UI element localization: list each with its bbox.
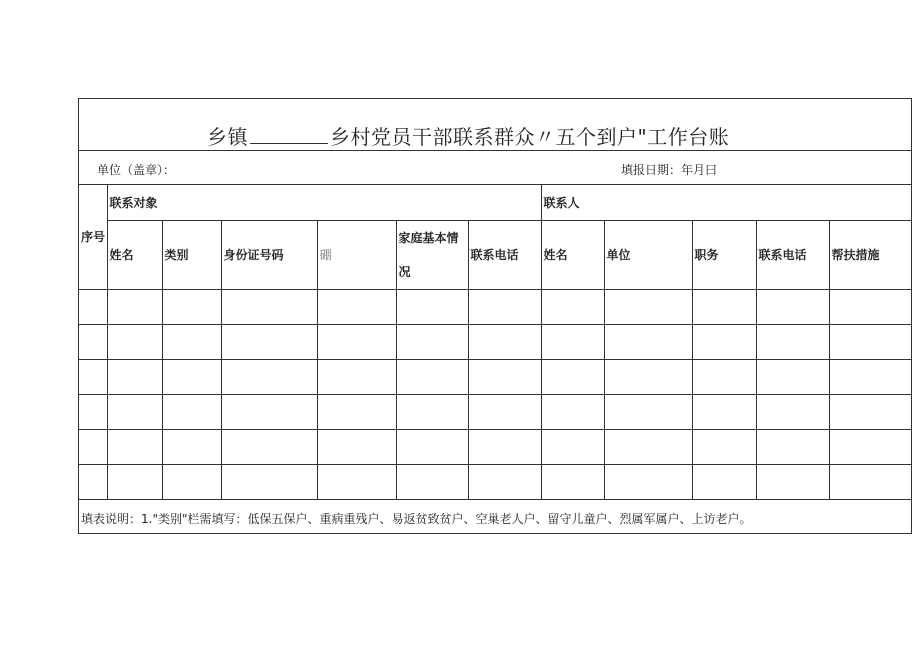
table-cell[interactable] xyxy=(604,429,692,464)
table-cell[interactable] xyxy=(468,394,541,429)
group-header-row xyxy=(79,185,912,220)
table-cell[interactable] xyxy=(604,324,692,359)
footer-row xyxy=(79,499,911,534)
table-cell[interactable] xyxy=(162,289,221,324)
table-cell[interactable] xyxy=(162,324,221,359)
table-cell[interactable] xyxy=(79,324,107,359)
table-cell[interactable] xyxy=(468,429,541,464)
table-cell[interactable] xyxy=(604,359,692,394)
table-cell[interactable] xyxy=(396,464,468,499)
unit-seal-label: 单位（盖章）： xyxy=(97,163,176,177)
person-phone-header: 联系电话 xyxy=(756,220,829,289)
page-title xyxy=(207,121,729,150)
table-row xyxy=(79,359,912,394)
title-prefix: 乡镇 xyxy=(207,125,248,149)
title-suffix: 乡村党员干部联系群众〃五个到户"工作台账 xyxy=(330,125,730,149)
table-cell[interactable] xyxy=(396,324,468,359)
table-cell[interactable] xyxy=(541,289,604,324)
table-cell[interactable] xyxy=(756,464,829,499)
category-header: 类别 xyxy=(162,220,221,289)
table-cell[interactable] xyxy=(692,359,756,394)
table-cell[interactable] xyxy=(692,464,756,499)
table-row xyxy=(79,394,912,429)
table-cell[interactable] xyxy=(221,289,317,324)
table-cell[interactable] xyxy=(756,359,829,394)
target-phone-header: 联系电话 xyxy=(468,220,541,289)
table-cell[interactable] xyxy=(756,324,829,359)
person-name-header: 姓名 xyxy=(541,220,604,289)
data-rows xyxy=(79,289,912,499)
table-cell[interactable] xyxy=(79,464,107,499)
table-row xyxy=(79,289,912,324)
table-cell[interactable] xyxy=(162,394,221,429)
title-blank-field[interactable] xyxy=(250,125,328,144)
table-cell[interactable] xyxy=(221,429,317,464)
position-header: 职务 xyxy=(692,220,756,289)
table-cell[interactable] xyxy=(541,324,604,359)
family-situation-header: 家庭基本情况 xyxy=(396,220,468,289)
assistance-measures-header: 帮扶措施 xyxy=(829,220,912,289)
table-row xyxy=(79,324,912,359)
table-cell[interactable] xyxy=(162,359,221,394)
table-row xyxy=(79,464,912,499)
table-cell[interactable] xyxy=(221,324,317,359)
unknown-column-header: 硼 xyxy=(317,220,396,289)
table-cell[interactable] xyxy=(107,289,162,324)
table-cell[interactable] xyxy=(541,429,604,464)
table-cell[interactable] xyxy=(604,289,692,324)
table-cell[interactable] xyxy=(317,324,396,359)
table-cell[interactable] xyxy=(541,464,604,499)
table-cell[interactable] xyxy=(604,464,692,499)
table-cell[interactable] xyxy=(79,359,107,394)
table-cell[interactable] xyxy=(829,324,912,359)
table-cell[interactable] xyxy=(756,289,829,324)
table-cell[interactable] xyxy=(396,359,468,394)
column-header-row xyxy=(79,220,912,289)
table-cell[interactable] xyxy=(829,464,912,499)
table-cell[interactable] xyxy=(396,394,468,429)
table-cell[interactable] xyxy=(317,359,396,394)
ledger-sheet xyxy=(78,98,912,534)
table-cell[interactable] xyxy=(107,394,162,429)
table-cell[interactable] xyxy=(692,324,756,359)
table-cell[interactable] xyxy=(107,359,162,394)
table-cell[interactable] xyxy=(829,429,912,464)
contact-person-group-header: 联系人 xyxy=(541,185,912,220)
table-cell[interactable] xyxy=(162,429,221,464)
table-cell[interactable] xyxy=(79,394,107,429)
table-cell[interactable] xyxy=(317,289,396,324)
table-cell[interactable] xyxy=(829,394,912,429)
table-cell[interactable] xyxy=(107,324,162,359)
table-cell[interactable] xyxy=(221,394,317,429)
contact-target-group-header: 联系对象 xyxy=(107,185,541,220)
table-cell[interactable] xyxy=(541,359,604,394)
table-cell[interactable] xyxy=(692,429,756,464)
target-name-header: 姓名 xyxy=(107,220,162,289)
table-cell[interactable] xyxy=(829,359,912,394)
table-cell[interactable] xyxy=(468,324,541,359)
ledger-table xyxy=(79,185,912,500)
table-cell[interactable] xyxy=(396,429,468,464)
footer-note: 填表说明：1."类别"栏需填写：低保五保户、重病重残户、易返贫致贫户、空巢老人户、留守儿童户、烈属军属户、上访老户。 xyxy=(81,512,752,526)
meta-row xyxy=(79,151,911,185)
title-row xyxy=(79,99,911,151)
table-cell[interactable] xyxy=(107,464,162,499)
table-cell[interactable] xyxy=(468,359,541,394)
table-cell[interactable] xyxy=(162,464,221,499)
report-date-label: 填报日期：年月曰 xyxy=(621,163,718,177)
table-cell[interactable] xyxy=(692,289,756,324)
table-row xyxy=(79,429,912,464)
unit-header: 单位 xyxy=(604,220,692,289)
table-cell[interactable] xyxy=(692,394,756,429)
table-cell[interactable] xyxy=(221,464,317,499)
table-cell[interactable] xyxy=(79,429,107,464)
table-cell[interactable] xyxy=(317,429,396,464)
table-cell[interactable] xyxy=(396,289,468,324)
table-cell[interactable] xyxy=(468,464,541,499)
table-cell[interactable] xyxy=(317,394,396,429)
table-cell[interactable] xyxy=(604,394,692,429)
serial-header: 序号 xyxy=(79,185,107,289)
table-cell[interactable] xyxy=(468,289,541,324)
table-cell[interactable] xyxy=(756,394,829,429)
table-cell[interactable] xyxy=(829,289,912,324)
table-cell[interactable] xyxy=(317,464,396,499)
table-cell[interactable] xyxy=(221,359,317,394)
table-cell[interactable] xyxy=(79,289,107,324)
table-cell[interactable] xyxy=(541,394,604,429)
id-number-header: 身份证号码 xyxy=(221,220,317,289)
table-cell[interactable] xyxy=(756,429,829,464)
table-cell[interactable] xyxy=(107,429,162,464)
